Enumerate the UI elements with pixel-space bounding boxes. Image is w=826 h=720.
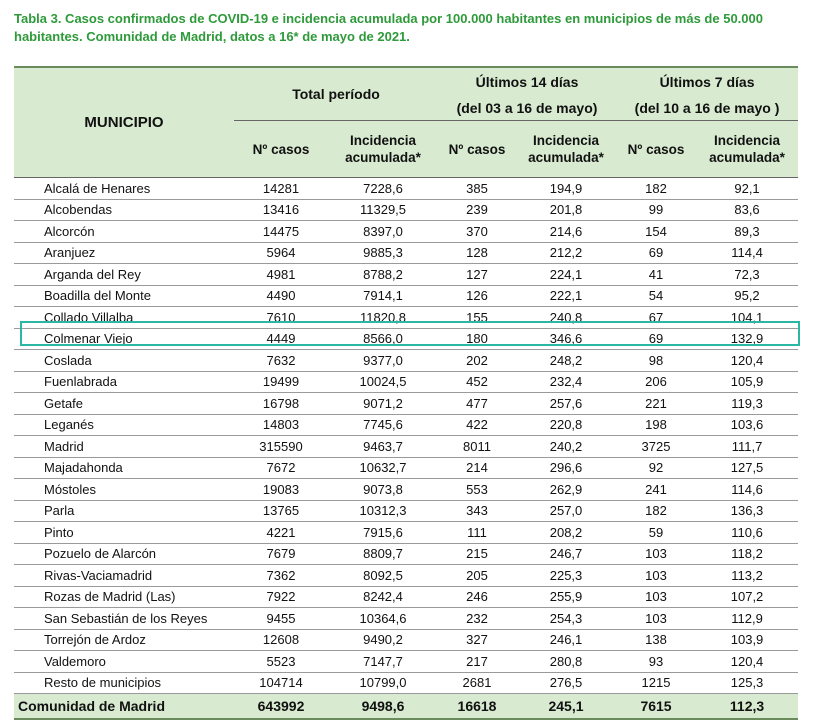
table-row xyxy=(14,371,798,393)
cell-14-cases: 128 xyxy=(438,242,516,264)
header-last-7: Últimos 7 días xyxy=(616,67,798,96)
cell-total-incidence: 8566,0 xyxy=(328,328,438,350)
table-row xyxy=(14,522,798,544)
table-row xyxy=(14,199,798,221)
cell-total-incidence: 7745,6 xyxy=(328,414,438,436)
cell-name: Collado Villalba xyxy=(14,307,234,329)
cell-7-incidence: 105,9 xyxy=(696,371,798,393)
cell-14-incidence: 346,6 xyxy=(516,328,616,350)
cell-14-incidence: 248,2 xyxy=(516,350,616,372)
cell-7-cases: 103 xyxy=(616,543,696,565)
cell-7-incidence: 112,9 xyxy=(696,608,798,630)
cell-7-cases: 182 xyxy=(616,500,696,522)
cell-total-incidence: 10799,0 xyxy=(328,672,438,694)
cell-7-incidence: 107,2 xyxy=(696,586,798,608)
table-row xyxy=(14,543,798,565)
cell-total-incidence: 8809,7 xyxy=(328,543,438,565)
cell-14-incidence: 280,8 xyxy=(516,651,616,673)
table-row xyxy=(14,350,798,372)
cell-14-incidence: 240,8 xyxy=(516,307,616,329)
cell-total-cases: 5523 xyxy=(234,651,328,673)
cell-total-incidence: 7147,7 xyxy=(328,651,438,673)
cell-name: Rozas de Madrid (Las) xyxy=(14,586,234,608)
cell-14-cases: 217 xyxy=(438,651,516,673)
cell-14-incidence: 276,5 xyxy=(516,672,616,694)
cell-name: Resto de municipios xyxy=(14,672,234,694)
cell-name: Madrid xyxy=(14,436,234,458)
cell-total-cases: 13416 xyxy=(234,199,328,221)
table-row xyxy=(14,565,798,587)
cell-7-cases: 182 xyxy=(616,178,696,200)
cell-7-cases: 54 xyxy=(616,285,696,307)
cell-name: Getafe xyxy=(14,393,234,415)
cell-7-incidence: 120,4 xyxy=(696,350,798,372)
header-total-period: Total período xyxy=(234,67,438,121)
cell-total-cases: 4490 xyxy=(234,285,328,307)
table-row xyxy=(14,672,798,694)
cell-7-cases: 99 xyxy=(616,199,696,221)
cell-7-cases: 221 xyxy=(616,393,696,415)
cell-7-cases: 241 xyxy=(616,479,696,501)
cell-total-incidence: 9885,3 xyxy=(328,242,438,264)
cell-total-cases: 4449 xyxy=(234,328,328,350)
cell-7-cases: 138 xyxy=(616,629,696,651)
cell-7-cases: 41 xyxy=(616,264,696,286)
header-total-incidence: Incidencia acumulada* xyxy=(328,121,438,178)
cell-name: Parla xyxy=(14,500,234,522)
cell-14-cases: 477 xyxy=(438,393,516,415)
table-row xyxy=(14,479,798,501)
cell-7-cases: 59 xyxy=(616,522,696,544)
cell-7-incidence: 120,4 xyxy=(696,651,798,673)
table-row xyxy=(14,651,798,673)
cell-total-incidence: 11329,5 xyxy=(328,199,438,221)
header-total-cases: Nº casos xyxy=(234,121,328,178)
cell-total-incidence: 10364,6 xyxy=(328,608,438,630)
cell-7-cases: 198 xyxy=(616,414,696,436)
cell-14-cases: 127 xyxy=(438,264,516,286)
cell-7-cases: 154 xyxy=(616,221,696,243)
table-row xyxy=(14,328,798,350)
cell-total-incidence: 10632,7 xyxy=(328,457,438,479)
cell-name: Arganda del Rey xyxy=(14,264,234,286)
total-row-7-incidence: 112,3 xyxy=(696,694,798,720)
cell-7-incidence: 114,6 xyxy=(696,479,798,501)
cell-14-cases: 553 xyxy=(438,479,516,501)
cell-total-cases: 4221 xyxy=(234,522,328,544)
cell-total-incidence: 7228,6 xyxy=(328,178,438,200)
cell-14-incidence: 214,6 xyxy=(516,221,616,243)
cell-14-incidence: 194,9 xyxy=(516,178,616,200)
cell-7-incidence: 92,1 xyxy=(696,178,798,200)
table-row xyxy=(14,178,798,200)
cell-14-incidence: 224,1 xyxy=(516,264,616,286)
total-row xyxy=(14,694,798,720)
cell-7-cases: 206 xyxy=(616,371,696,393)
cell-total-cases: 315590 xyxy=(234,436,328,458)
cell-14-cases: 422 xyxy=(438,414,516,436)
cell-7-incidence: 113,2 xyxy=(696,565,798,587)
cell-14-cases: 327 xyxy=(438,629,516,651)
cell-7-incidence: 111,7 xyxy=(696,436,798,458)
header-last-14: Últimos 14 días xyxy=(438,67,616,96)
cell-total-cases: 19083 xyxy=(234,479,328,501)
cell-7-cases: 1215 xyxy=(616,672,696,694)
total-row-7-cases: 7615 xyxy=(616,694,696,720)
cell-total-cases: 7362 xyxy=(234,565,328,587)
cell-name: Alcorcón xyxy=(14,221,234,243)
cell-7-incidence: 89,3 xyxy=(696,221,798,243)
cell-name: Rivas-Vaciamadrid xyxy=(14,565,234,587)
cell-14-incidence: 255,9 xyxy=(516,586,616,608)
cell-total-cases: 7922 xyxy=(234,586,328,608)
cell-14-incidence: 246,7 xyxy=(516,543,616,565)
header-14-incidence: Incidencia acumulada* xyxy=(516,121,616,178)
cell-total-cases: 12608 xyxy=(234,629,328,651)
table-row xyxy=(14,414,798,436)
table-title: Tabla 3. Casos confirmados de COVID-19 e incidencia acumulada por 100.000 habitantes en municipios de más de 50.000 habitantes. Comunidad de Madrid, datos a 16* de mayo de 2021. xyxy=(14,11,763,44)
table-row xyxy=(14,242,798,264)
cell-14-incidence: 201,8 xyxy=(516,199,616,221)
cell-7-cases: 103 xyxy=(616,586,696,608)
cell-14-incidence: 262,9 xyxy=(516,479,616,501)
header-municipio: MUNICIPIO xyxy=(14,67,234,178)
cell-total-incidence: 8092,5 xyxy=(328,565,438,587)
cell-7-incidence: 95,2 xyxy=(696,285,798,307)
cell-name: Aranjuez xyxy=(14,242,234,264)
table-row xyxy=(14,307,798,329)
table-row xyxy=(14,608,798,630)
cell-name: Alcalá de Henares xyxy=(14,178,234,200)
cell-14-cases: 246 xyxy=(438,586,516,608)
cell-total-cases: 7610 xyxy=(234,307,328,329)
cell-total-cases: 4981 xyxy=(234,264,328,286)
cell-name: Valdemoro xyxy=(14,651,234,673)
cell-7-incidence: 103,6 xyxy=(696,414,798,436)
cell-14-cases: 452 xyxy=(438,371,516,393)
cell-total-cases: 104714 xyxy=(234,672,328,694)
cell-total-incidence: 9073,8 xyxy=(328,479,438,501)
cell-7-incidence: 127,5 xyxy=(696,457,798,479)
cell-14-incidence: 208,2 xyxy=(516,522,616,544)
cell-7-incidence: 72,3 xyxy=(696,264,798,286)
table-row xyxy=(14,586,798,608)
cell-7-incidence: 114,4 xyxy=(696,242,798,264)
cell-total-cases: 9455 xyxy=(234,608,328,630)
cell-14-incidence: 212,2 xyxy=(516,242,616,264)
table-row xyxy=(14,629,798,651)
cell-name: Torrejón de Ardoz xyxy=(14,629,234,651)
cell-total-incidence: 8788,2 xyxy=(328,264,438,286)
cell-14-incidence: 296,6 xyxy=(516,457,616,479)
cell-14-cases: 155 xyxy=(438,307,516,329)
covid-table xyxy=(14,66,798,720)
header-last-7-range: (del 10 a 16 de mayo ) xyxy=(616,96,798,121)
cell-total-incidence: 8397,0 xyxy=(328,221,438,243)
header-7-cases: Nº casos xyxy=(616,121,696,178)
cell-total-incidence: 9463,7 xyxy=(328,436,438,458)
cell-7-cases: 98 xyxy=(616,350,696,372)
table-row xyxy=(14,221,798,243)
cell-14-cases: 239 xyxy=(438,199,516,221)
cell-14-cases: 232 xyxy=(438,608,516,630)
cell-total-cases: 14281 xyxy=(234,178,328,200)
cell-14-cases: 370 xyxy=(438,221,516,243)
cell-7-incidence: 103,9 xyxy=(696,629,798,651)
cell-14-incidence: 220,8 xyxy=(516,414,616,436)
cell-total-cases: 13765 xyxy=(234,500,328,522)
cell-14-cases: 8011 xyxy=(438,436,516,458)
total-row-total-incidence: 9498,6 xyxy=(328,694,438,720)
cell-14-cases: 385 xyxy=(438,178,516,200)
cell-7-cases: 103 xyxy=(616,608,696,630)
cell-total-incidence: 10024,5 xyxy=(328,371,438,393)
cell-total-incidence: 10312,3 xyxy=(328,500,438,522)
header-7-incidence: Incidencia acumulada* xyxy=(696,121,798,178)
cell-total-incidence: 7915,6 xyxy=(328,522,438,544)
cell-name: Colmenar Viejo xyxy=(14,328,234,350)
cell-14-incidence: 222,1 xyxy=(516,285,616,307)
cell-name: Majadahonda xyxy=(14,457,234,479)
cell-total-incidence: 7914,1 xyxy=(328,285,438,307)
cell-7-incidence: 83,6 xyxy=(696,199,798,221)
total-row-name: Comunidad de Madrid xyxy=(14,694,234,720)
cell-name: Coslada xyxy=(14,350,234,372)
cell-7-incidence: 118,2 xyxy=(696,543,798,565)
cell-14-incidence: 225,3 xyxy=(516,565,616,587)
cell-14-incidence: 232,4 xyxy=(516,371,616,393)
table-row xyxy=(14,436,798,458)
cell-total-incidence: 9490,2 xyxy=(328,629,438,651)
cell-14-cases: 126 xyxy=(438,285,516,307)
cell-7-cases: 93 xyxy=(616,651,696,673)
cell-7-cases: 103 xyxy=(616,565,696,587)
cell-total-cases: 16798 xyxy=(234,393,328,415)
cell-total-cases: 7672 xyxy=(234,457,328,479)
header-last-14-range: (del 03 a 16 de mayo) xyxy=(438,96,616,121)
cell-14-cases: 2681 xyxy=(438,672,516,694)
cell-name: Pozuelo de Alarcón xyxy=(14,543,234,565)
cell-14-cases: 180 xyxy=(438,328,516,350)
cell-14-cases: 205 xyxy=(438,565,516,587)
table-body xyxy=(14,178,798,694)
cell-name: Leganés xyxy=(14,414,234,436)
cell-14-cases: 111 xyxy=(438,522,516,544)
table-row xyxy=(14,264,798,286)
cell-7-cases: 69 xyxy=(616,328,696,350)
cell-7-incidence: 110,6 xyxy=(696,522,798,544)
total-row-14-cases: 16618 xyxy=(438,694,516,720)
cell-14-incidence: 246,1 xyxy=(516,629,616,651)
cell-name: Fuenlabrada xyxy=(14,371,234,393)
cell-14-cases: 202 xyxy=(438,350,516,372)
cell-14-cases: 215 xyxy=(438,543,516,565)
cell-14-incidence: 254,3 xyxy=(516,608,616,630)
cell-7-incidence: 119,3 xyxy=(696,393,798,415)
cell-name: Móstoles xyxy=(14,479,234,501)
cell-7-incidence: 136,3 xyxy=(696,500,798,522)
cell-name: San Sebastián de los Reyes xyxy=(14,608,234,630)
cell-7-incidence: 104,1 xyxy=(696,307,798,329)
table-row xyxy=(14,457,798,479)
cell-total-cases: 7632 xyxy=(234,350,328,372)
cell-name: Pinto xyxy=(14,522,234,544)
cell-total-incidence: 9071,2 xyxy=(328,393,438,415)
total-row-14-incidence: 245,1 xyxy=(516,694,616,720)
cell-total-cases: 7679 xyxy=(234,543,328,565)
cell-7-cases: 67 xyxy=(616,307,696,329)
cell-total-incidence: 8242,4 xyxy=(328,586,438,608)
cell-total-cases: 5964 xyxy=(234,242,328,264)
cell-7-cases: 69 xyxy=(616,242,696,264)
table-row xyxy=(14,393,798,415)
cell-14-cases: 214 xyxy=(438,457,516,479)
table-row xyxy=(14,285,798,307)
total-row-total-cases: 643992 xyxy=(234,694,328,720)
cell-7-incidence: 125,3 xyxy=(696,672,798,694)
cell-name: Boadilla del Monte xyxy=(14,285,234,307)
cell-14-incidence: 257,0 xyxy=(516,500,616,522)
cell-7-incidence: 132,9 xyxy=(696,328,798,350)
cell-total-incidence: 11820,8 xyxy=(328,307,438,329)
cell-total-cases: 19499 xyxy=(234,371,328,393)
cell-total-cases: 14475 xyxy=(234,221,328,243)
cell-total-cases: 14803 xyxy=(234,414,328,436)
cell-total-incidence: 9377,0 xyxy=(328,350,438,372)
cell-7-cases: 3725 xyxy=(616,436,696,458)
cell-14-incidence: 240,2 xyxy=(516,436,616,458)
cell-14-cases: 343 xyxy=(438,500,516,522)
cell-7-cases: 92 xyxy=(616,457,696,479)
cell-14-incidence: 257,6 xyxy=(516,393,616,415)
cell-name: Alcobendas xyxy=(14,199,234,221)
table-row xyxy=(14,500,798,522)
header-14-cases: Nº casos xyxy=(438,121,516,178)
covid-table-container xyxy=(14,66,798,720)
